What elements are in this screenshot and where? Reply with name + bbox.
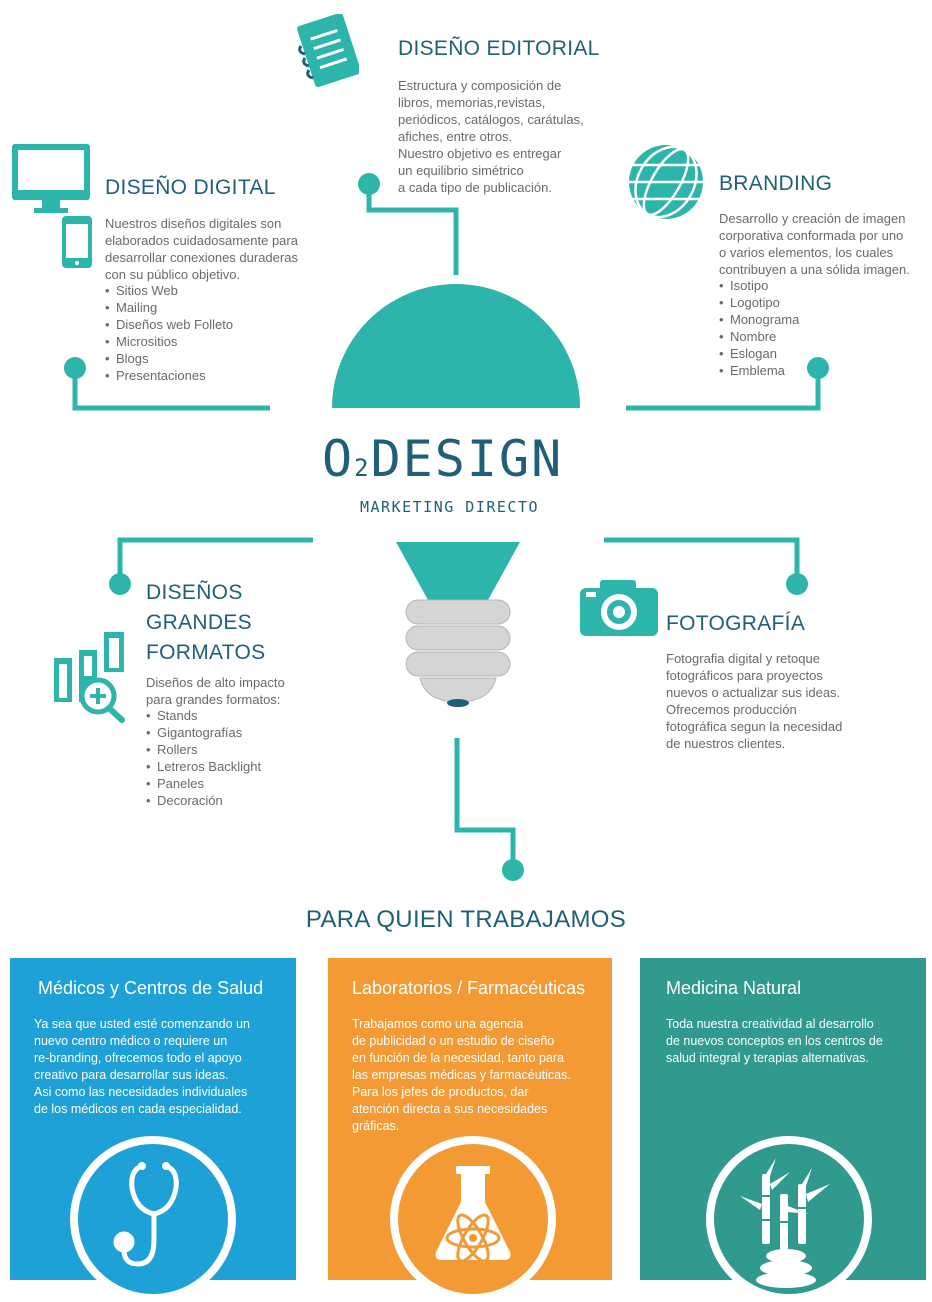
card-line: nuevo centro médico o requiere un [34,1034,228,1048]
formatos-title-line: DISEÑOS [146,581,243,604]
list-item: • Paneles [146,775,261,792]
list-item: • Logotipo [719,294,799,311]
formatos-line: para grandes formatos: [146,692,281,707]
list-item: • Sitios Web [105,282,233,299]
digital-list [105,282,233,384]
card-line: Para los jefes de productos, dar [352,1085,529,1099]
logo-two: 2 [354,454,371,482]
branding-line: contribuyen a una sólida imagen. [719,262,910,277]
card-line: Ya sea que usted esté comenzando un [34,1017,250,1031]
card-line: de nuevos conceptos en los centros de [666,1034,883,1048]
editorial-line: periódicos, catálogos, carátulas, [398,112,584,127]
formatos-title [146,578,265,668]
stethoscope-icon [78,1144,228,1294]
card-line: salud integral y terapias alternativas. [666,1051,869,1065]
list-item: • Micrositios [105,333,233,350]
card-line: las empresas médicas y farmacéuticas. [352,1068,571,1082]
card-line: de publicidad o un estudio de ciseño [352,1034,555,1048]
section-title: PARA QUIEN TRABAJAMOS [305,906,627,933]
formatos-list [146,707,261,809]
branding-line: Desarrollo y creación de imagen [719,211,906,226]
logo [322,430,563,497]
editorial-line: Nuestro objetivo es entregar [398,146,562,161]
fotografia-line: fotográfica segun la necesidad [666,719,843,734]
digital-line: elaborados cuidadosamente para [105,233,298,248]
card-line: atención directa a sus necesidades [352,1102,548,1116]
fotografia-title: FOTOGRAFÍA [666,612,806,635]
list-item: • Letreros Backlight [146,758,261,775]
card-line: en función de la necesidad, tanto para [352,1051,564,1065]
card-description [34,1016,282,1118]
logo-tagline: MARKETING DIRECTO [360,498,540,516]
list-item: • Presentaciones [105,367,233,384]
digital-line: con su público objetivo. [105,267,241,282]
logo-design: DESIGN [370,430,564,488]
editorial-line: libros, memorias,revistas, [398,95,546,110]
list-item: • Monograma [719,311,799,328]
list-item: • Diseños web Folleto [105,316,233,333]
list-item: • Decoración [146,792,261,809]
card-line: Asi como las necesidades individuales [34,1085,248,1099]
fotografia-line: Fotografia digital y retoque [666,651,820,666]
fotografia-description [666,650,876,752]
list-item: • Mailing [105,299,233,316]
editorial-line: Estructura y composición de [398,78,562,93]
digital-line: desarrollar conexiones duraderas [105,250,298,265]
card-line: Toda nuestra creatividad al desarrollo [666,1017,874,1031]
bamboo-stones-icon [714,1144,864,1294]
branding-description [719,210,924,278]
editorial-description [398,77,598,196]
flask-atom-icon [398,1144,548,1294]
document-icon [297,14,359,104]
list-item: • Gigantografías [146,724,261,741]
editorial-title: DISEÑO EDITORIAL [398,37,600,60]
branding-title: BRANDING [719,172,833,195]
flask-atom-icon-circle [390,1136,556,1302]
digital-line: Nuestros diseños digitales son [105,216,282,231]
formatos-line: Diseños de alto impacto [146,675,285,690]
formatos-title-line: GRANDES [146,611,252,634]
formatos-description [146,674,316,708]
card-line: de los médicos en cada especialidad. [34,1102,242,1116]
stethoscope-icon-circle [70,1136,236,1302]
monitor-phone-icon [12,144,94,268]
card-line: gráficas. [352,1119,400,1133]
card-title: Laboratorios / Farmacéuticas [352,978,586,998]
fotografia-line: Ofrecemos producción [666,702,797,717]
bulb-dome [332,284,580,408]
fotografia-line: fotográficos para proyectos [666,668,823,683]
card-line: Trabajamos como una agencia [352,1017,524,1031]
card-title: Médicos y Centros de Salud [38,978,264,998]
digital-title: DISEÑO DIGITAL [105,176,276,199]
list-item: • Eslogan [719,345,799,362]
bulb-neck [396,542,520,600]
card-title: Medicina Natural [666,978,802,998]
editorial-line: un equilibrio simétrico [398,163,524,178]
branding-line: o varios elementos, los cuales [719,245,894,260]
branding-line: corporativa conformada por uno [719,228,904,243]
bar-chart-zoom-icon [52,630,128,726]
digital-description [105,215,315,283]
list-item: • Isotipo [719,277,799,294]
bulb-base [406,600,510,676]
branding-list [719,277,799,379]
logo-o: O [322,430,355,488]
bamboo-stones-icon-circle [706,1136,872,1302]
globe-icon [627,143,705,221]
list-item: • Stands [146,707,261,724]
editorial-line: afiches, entre otros. [398,129,513,144]
card-line: creativo para desarrollar sus ideas. [34,1068,229,1082]
list-item: • Blogs [105,350,233,367]
editorial-line: a cada tipo de publicación. [398,180,552,195]
list-item: • Rollers [146,741,261,758]
fotografia-line: de nuestros clientes. [666,736,786,751]
fotografia-line: nuevos o actualizar sus ideas. [666,685,841,700]
card-description [666,1016,914,1067]
list-item: • Emblema [719,362,799,379]
list-item: • Nombre [719,328,799,345]
camera-icon [580,578,658,638]
card-line: re-branding, ofrecemos todo el apoyo [34,1051,242,1065]
card-description [352,1016,600,1135]
formatos-title-line: FORMATOS [146,641,266,664]
